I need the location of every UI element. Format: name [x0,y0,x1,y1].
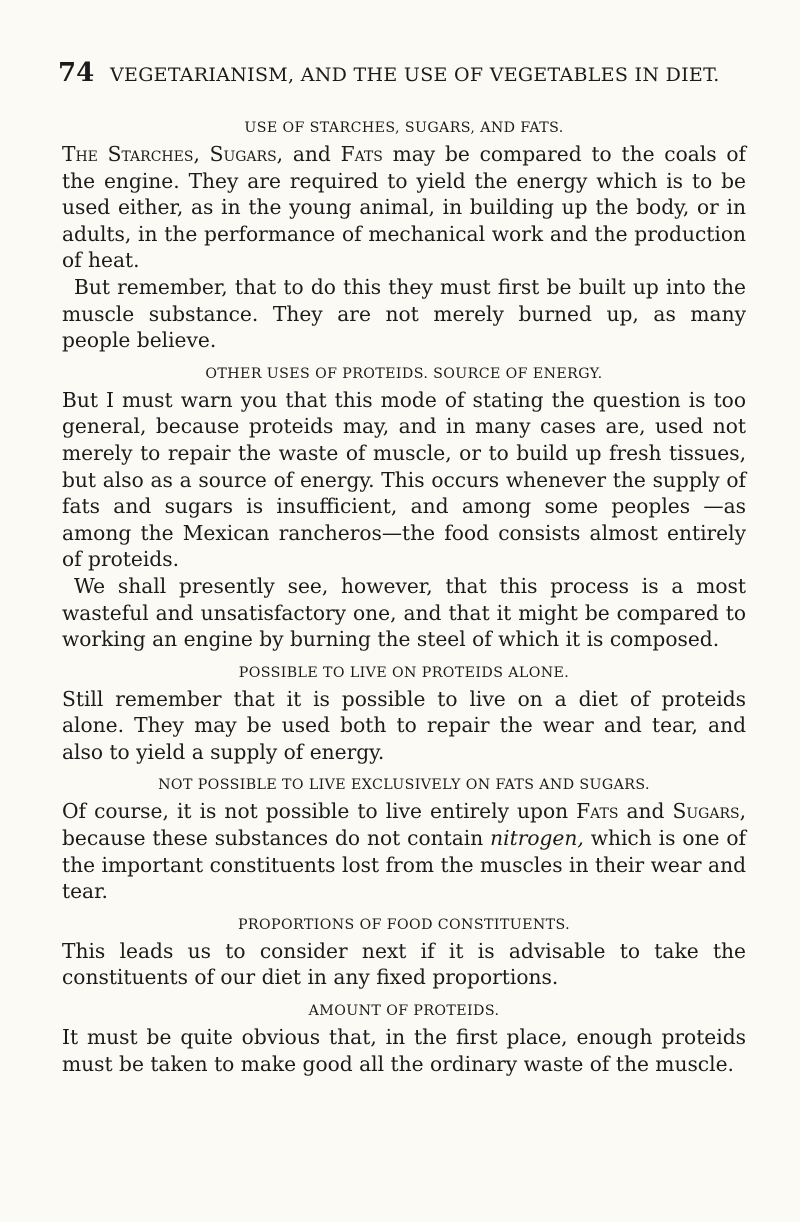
paragraph [62,798,746,904]
paragraph: It must be quite obvious that, in the first place, enough proteids must be taken to make good all the ordinary waste of the muscle. [62,1025,746,1076]
paragraph: But I must warn you that this mode of stating the question is too general, because proteids may, and in many cases are, used not merely to repair the waste of muscle, or to build up fresh tissues, but also as a source of energy. This occurs whenever the supply of fats and sugars is insufficient, and among some peoples —as among the Mexican rancheros—the food consists almost entirely of proteids. [62,387,746,572]
paragraph: We shall presently see, however, that this process is a most wasteful and unsatisfactory one, and that it might be compared to working an engine by burning the steel of which it is composed. [62,573,746,652]
paragraph: This leads us to consider next if it is advisable to take the constituents of our diet in any fixed proportions. [62,938,746,990]
small-caps-term: Sugars, [672,799,746,824]
small-caps-term: Fats [340,142,383,166]
paragraph: But remember, that to do this they must first be built up into the muscle substance. They are not merely burned up, as many people believe. [62,274,746,353]
text-run: which is one of the important constituents lost from the muscles in their wear and tear. [62,826,746,904]
text-run: may be compared to the coals of the engine. They are required to yield the energy which is to be used either, as in the young animal, in building up the body, or in adults, in the performance of mechanical work and the production of heat. [62,142,746,273]
running-title: VEGETARIANISM, AND THE USE OF VEGETABLES IN DIET. [110,64,720,86]
text-run: Of course, it is not possible to live entirely upon [62,799,577,824]
small-caps-term: The Starches, Sugars, [62,142,284,166]
text-run: and [283,142,341,166]
running-head [58,58,758,88]
paragraph: Still remember that it is possible to live on a diet of proteids alone. They may be used both to repair the wear and tear, and also to yield a supply of energy. [62,686,746,764]
paragraph [62,141,746,274]
section-heading: POSSIBLE TO LIVE ON PROTEIDS ALONE. [238,664,570,681]
section-heading: PROPORTIONS OF FOOD CONSTITUENTS. [237,916,571,933]
page-body [62,118,746,1077]
section-heading: NOT POSSIBLE TO LIVE EXCLUSIVELY ON FATS AND SUGARS. [158,777,650,794]
italic-term: nitrogen, [490,826,584,851]
text-run: because these substances do not contain [62,826,491,851]
text-run: and [618,799,673,824]
section-heading: AMOUNT OF PROTEIDS. [308,1003,500,1020]
page-number: 74 [58,58,95,88]
section-heading: OTHER USES OF PROTEIDS. SOURCE OF ENERGY. [205,365,603,382]
small-caps-term: Fats [576,799,619,824]
section-heading: USE OF STARCHES, SUGARS, AND FATS. [244,120,564,136]
